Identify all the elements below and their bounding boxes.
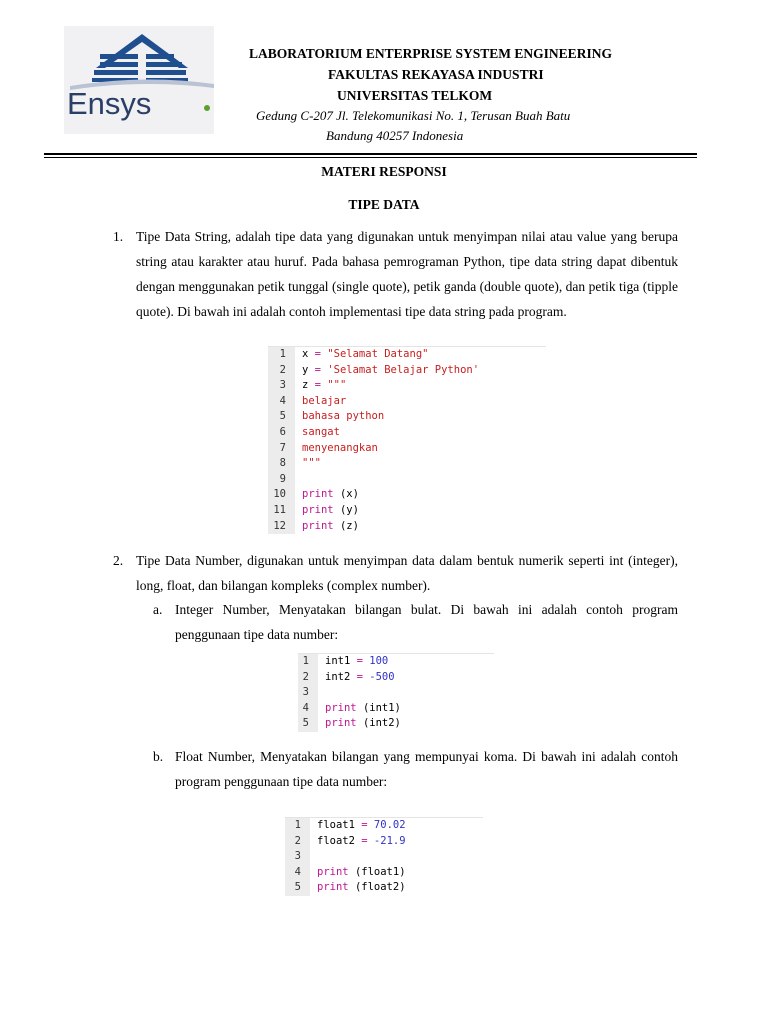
page-title: MATERI RESPONSI (321, 164, 447, 179)
code-block-integer: 1 int1 = 100 2 int2 = -500 3 4 print (int1) 5 print (int2) (298, 653, 494, 732)
paragraph-line: Tipe Data Number, digunakan untuk menyimpan data dalam bentuk numerik seperti int (integer), (136, 553, 678, 568)
header-divider (44, 153, 697, 155)
faculty-name: FAKULTAS REKAYASA INDUSTRI (328, 67, 544, 82)
line-number: 6 (268, 425, 295, 441)
paragraph-line: dengan menggunakan petik tunggal (single quote), petik ganda (double quote), dan petik tiga (tipple (136, 279, 678, 294)
line-number: 1 (268, 347, 295, 363)
line-number: 5 (298, 716, 318, 732)
code-line: sangat (302, 425, 340, 438)
item-number-2: 2. (113, 553, 124, 568)
line-number: 3 (298, 685, 318, 701)
code-block-float: 1 float1 = 70.02 2 float2 = -21.9 3 4 print (float1) 5 print (float2) (285, 817, 483, 896)
line-number: 4 (268, 394, 295, 410)
code-line: """ (302, 457, 321, 470)
line-number: 12 (268, 519, 295, 535)
address-line-2: Bandung 40257 Indonesia (326, 128, 464, 143)
section-title: TIPE DATA (348, 197, 420, 212)
line-number: 4 (285, 865, 310, 881)
paragraph-line: quote). Di bawah ini adalah contoh implementasi tipe data string pada program. (136, 304, 567, 319)
paragraph-number (136, 548, 678, 598)
line-number: 1 (298, 654, 318, 670)
line-number: 2 (298, 670, 318, 686)
paragraph-line: penggunaan tipe data number: (175, 627, 339, 642)
line-number: 1 (285, 818, 310, 834)
paragraph-integer (175, 597, 678, 647)
line-number: 8 (268, 456, 295, 472)
code-line: bahasa python (302, 410, 385, 423)
ensys-logo (64, 26, 214, 134)
line-number: 3 (268, 378, 295, 394)
university-name: UNIVERSITAS TELKOM (337, 88, 493, 103)
line-number: 7 (268, 441, 295, 457)
line-number: 9 (268, 472, 295, 488)
line-number: 2 (285, 834, 310, 850)
paragraph-line: string atau karakter atau huruf. Pada bahasa pemrograman Python, tipe data string dapat dibentuk (136, 254, 678, 269)
paragraph-line: program penggunaan tipe data number: (175, 774, 388, 789)
paragraph-line: long, float, dan bilangan kompleks (complex number). (136, 578, 431, 593)
paragraph-line: Tipe Data String, adalah tipe data yang digunakan untuk menyimpan nilai atau value yang berupa (136, 229, 678, 244)
paragraph-line: Integer Number, Menyatakan bilangan bulat. Di bawah ini adalah contoh program (175, 602, 678, 617)
code-line: belajar (302, 394, 347, 407)
line-number: 2 (268, 363, 295, 379)
line-number: 10 (268, 487, 295, 503)
svg-text:Ensys: Ensys (67, 86, 152, 122)
item-number-1: 1. (113, 229, 124, 244)
building-icon (64, 26, 214, 134)
line-number: 4 (298, 701, 318, 717)
code-block-string: 1 x = "Selamat Datang" 2 y = 'Selamat Belajar Python' 3 z = """ 4 belajar 5 bahasa python 6 sangat 7 menyenangkan 8 """ 9 10 print (x) 11 print (y) 12 print (z) (268, 346, 546, 534)
item-letter-b: b. (153, 749, 164, 764)
paragraph-line: Float Number, Menyatakan bilangan yang mempunyai koma. Di bawah ini adalah contoh (175, 749, 678, 764)
header-divider-thin (44, 157, 697, 158)
line-number: 3 (285, 849, 310, 865)
line-number: 11 (268, 503, 295, 519)
lab-name: LABORATORIUM ENTERPRISE SYSTEM ENGINEERING (249, 46, 612, 61)
code-line: menyenangkan (302, 441, 378, 454)
line-number: 5 (285, 880, 310, 896)
item-letter-a: a. (153, 602, 163, 617)
address-line-1: Gedung C-207 Jl. Telekomunikasi No. 1, Terusan Buah Batu (256, 108, 571, 123)
paragraph-float (175, 744, 678, 794)
paragraph-string (136, 224, 678, 324)
line-number: 5 (268, 409, 295, 425)
